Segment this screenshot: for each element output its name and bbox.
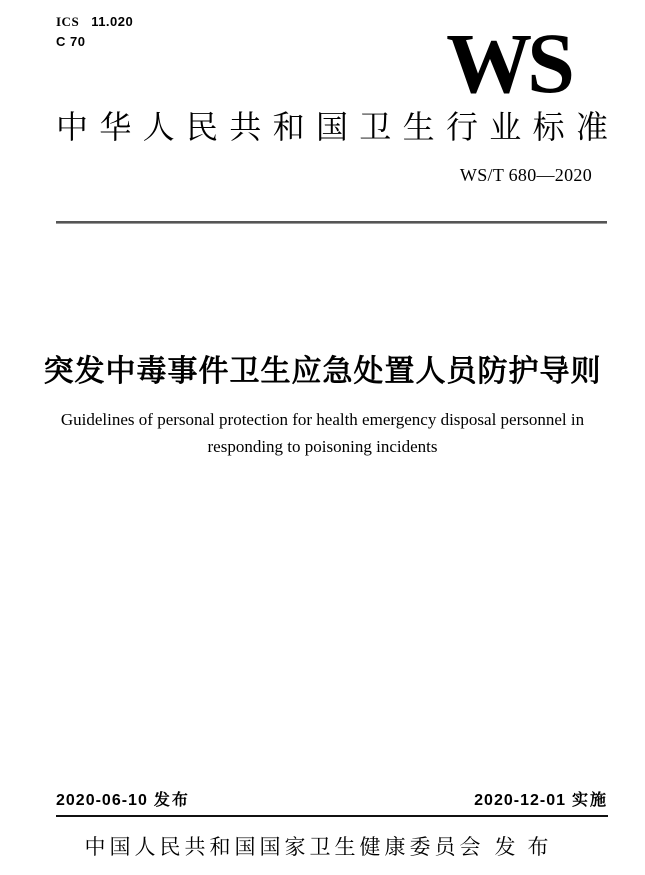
classification-code: C 70 <box>56 34 86 49</box>
implementation-date-group <box>474 787 608 810</box>
issuing-body: 中国人民共和国国家卫生健康委员会 <box>84 836 485 859</box>
document-title-en <box>0 406 645 460</box>
ws-logo: WS <box>446 15 570 111</box>
ics-code: 11.020 <box>91 14 134 29</box>
ics-label: ICS <box>56 14 80 29</box>
issuer-row <box>0 831 645 861</box>
date-row <box>56 787 608 817</box>
issuing-suffix: 发布 <box>494 836 561 859</box>
issue-date: 2020-06-10 <box>56 792 148 809</box>
issue-suffix: 发布 <box>153 792 190 809</box>
ics-line <box>56 12 133 32</box>
ics-block <box>56 12 133 52</box>
implementation-date: 2020-12-01 <box>474 792 566 809</box>
document-title-zh: 突发中毒事件卫生应急处置人员防护导则 <box>43 355 602 388</box>
document-title-en-line1: Guidelines of personal protection for health emergency disposal personnel in <box>60 410 585 429</box>
document-title-en-line2: responding to poisoning incidents <box>207 437 438 456</box>
issue-date-group <box>56 787 190 810</box>
implementation-suffix: 实施 <box>571 792 608 809</box>
standard-code: WS/T 680—2020 <box>459 165 592 185</box>
header-rule <box>56 221 607 224</box>
standard-title: 中 华 人 民 共 和 国 卫 生 行 业 标 准 <box>56 109 608 145</box>
